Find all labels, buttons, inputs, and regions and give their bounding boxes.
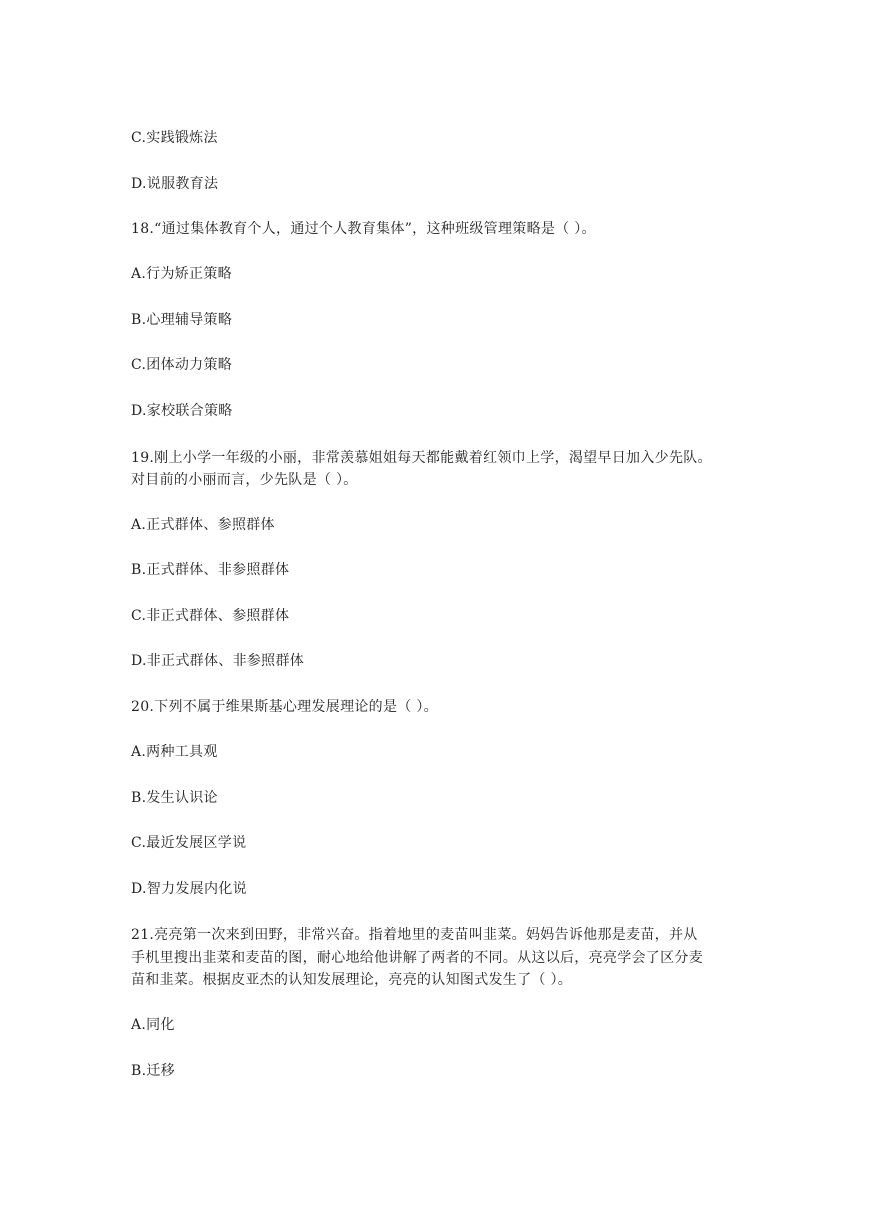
q19-option-b: B.正式群体、非参照群体 — [131, 562, 290, 578]
q18-option-d: D.家校联合策略 — [131, 403, 233, 419]
q19-stem-line-2: 对目前的小丽而言，少先队是（ ）。 — [131, 472, 358, 488]
q21-stem-line-3: 苗和韭菜。根据皮亚杰的认知发展理论，亮亮的认知图式发生了（ ）。 — [131, 972, 573, 988]
q18-option-c: C.团体动力策略 — [131, 357, 233, 373]
q18-stem: 18.“通过集体教育个人，通过个人教育集体”，这种班级管理策略是（ ）。 — [131, 221, 596, 237]
q21-option-a: A.同化 — [131, 1017, 175, 1033]
q20-option-b: B.发生认识论 — [131, 790, 218, 806]
q18-option-a: A.行为矫正策略 — [131, 266, 232, 282]
q17-option-d: D.说服教育法 — [131, 176, 219, 192]
q18-option-b: B.心理辅导策略 — [131, 312, 233, 328]
q20-option-d: D.智力发展内化说 — [131, 881, 247, 897]
q21-stem-line-1: 21.亮亮第一次来到田野，非常兴奋。指着地里的麦苗叫韭菜。妈妈告诉他那是麦苗，并从 — [131, 927, 698, 943]
q19-option-c: C.非正式群体、参照群体 — [131, 608, 290, 624]
q20-stem: 20.下列不属于维果斯基心理发展理论的是（ ）。 — [131, 699, 438, 715]
q17-option-c: C.实践锻炼法 — [131, 130, 218, 146]
q20-option-a: A.两种工具观 — [131, 744, 218, 760]
q19-option-a: A.正式群体、参照群体 — [131, 517, 275, 533]
q19-stem-line-1: 19.刚上小学一年级的小丽，非常羡慕姐姐每天都能戴着红领巾上学，渴望早日加入少先队。 — [131, 450, 712, 466]
q21-option-b: B.迁移 — [131, 1063, 175, 1079]
q20-option-c: C.最近发展区学说 — [131, 835, 247, 851]
q21-stem-line-2: 手机里搜出韭菜和麦苗的图，耐心地给他讲解了两者的不同。从这以后，亮亮学会了区分麦 — [131, 950, 703, 966]
q19-option-d: D.非正式群体、非参照群体 — [131, 653, 305, 669]
